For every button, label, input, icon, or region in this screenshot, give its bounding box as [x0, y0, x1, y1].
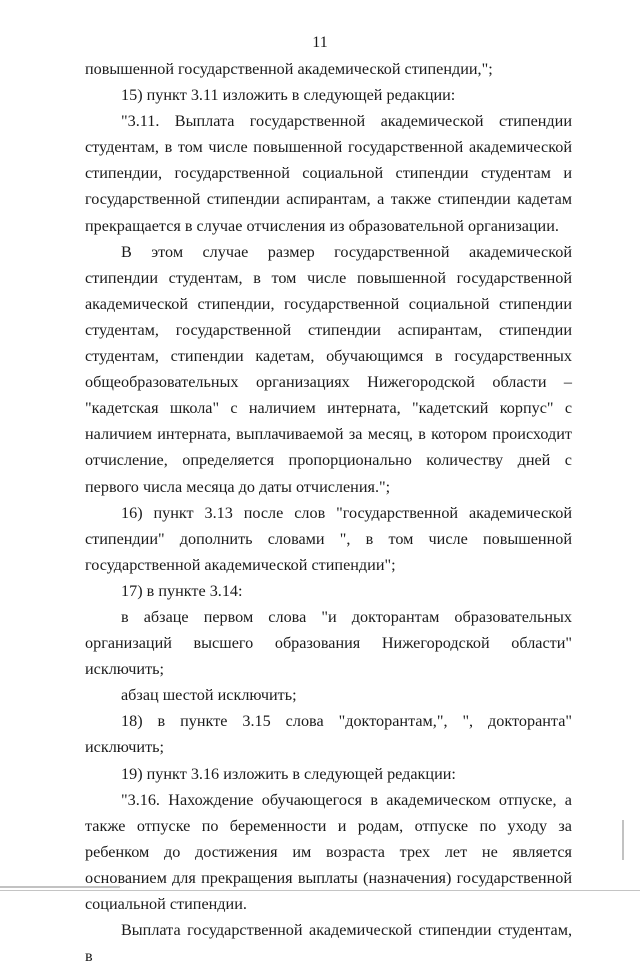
paragraph-item-19: 19) пункт 3.16 изложить в следующей редакции:: [121, 764, 456, 783]
scan-artifact-bottom-mark: [0, 886, 120, 888]
paragraph-clause-3-16-continued: Выплата государственной академической стипендии студентам, в: [85, 921, 572, 966]
scan-artifact-bottom-line: [0, 890, 640, 891]
page-number: 11: [312, 34, 328, 51]
document-body: [85, 56, 572, 969]
paragraph-item-16: 16) пункт 3.13 после слов "государственной академической стипендии" дополнить словами ", в том числе повышенной государственной академической стипендии";: [85, 503, 572, 574]
paragraph-item-17-first-abzac: в абзаце первом слова "и докторантам образовательных организаций высшего образования Нижегородской области" исключить;: [85, 607, 572, 679]
paragraph-item-17: 17) в пункте 3.14:: [121, 581, 243, 600]
paragraph-clause-3-16: "3.16. Нахождение обучающегося в академическом отпуске, а также отпуске по беременности и родам, отпуске по уходу за ребенком до достижения им возраста трех лет не является основанием для прекращения выплаты (назначения) государственной социальной стипендии.: [85, 790, 572, 913]
paragraph-item-15: 15) пункт 3.11 изложить в следующей редакции:: [121, 86, 456, 105]
scan-artifact-right-mark: [622, 820, 624, 860]
paragraph-item-18: 18) в пункте 3.15 слова "докторантам,", ", докторанта" исключить;: [85, 712, 572, 757]
paragraph-item-17-sixth-abzac: абзац шестой исключить;: [121, 686, 297, 705]
paragraph-clause-3-11: "3.11. Выплата государственной академической стипендии студентам, в том числе повышенной государственной академической стипендии, государственной социальной стипендии студентам и государственной стипендии аспирантам, а также стипендии кадетам прекращается в случае отчисления из образовательной организации.: [85, 112, 572, 235]
paragraph-continuation: повышенной государственной академической стипендии,";: [85, 60, 493, 78]
paragraph-clause-3-11-amount: В этом случае размер государственной академической стипендии студентам, в том числе повышенной государственной академической стипендии, государственной социальной стипендии студентам, государственной стипендии аспирантам, стипендии студентам, стипендии кадетам, обучающимся в государственных общеобразовательных организациях Нижегородской области – "кадетская школа" с наличием интерната, "кадетский корпус" с наличием интерната, выплачиваемой за месяц, в котором происходит отчисление, определяется пропорционально количеству дней с первого числа месяца до даты отчисления.";: [85, 242, 572, 496]
